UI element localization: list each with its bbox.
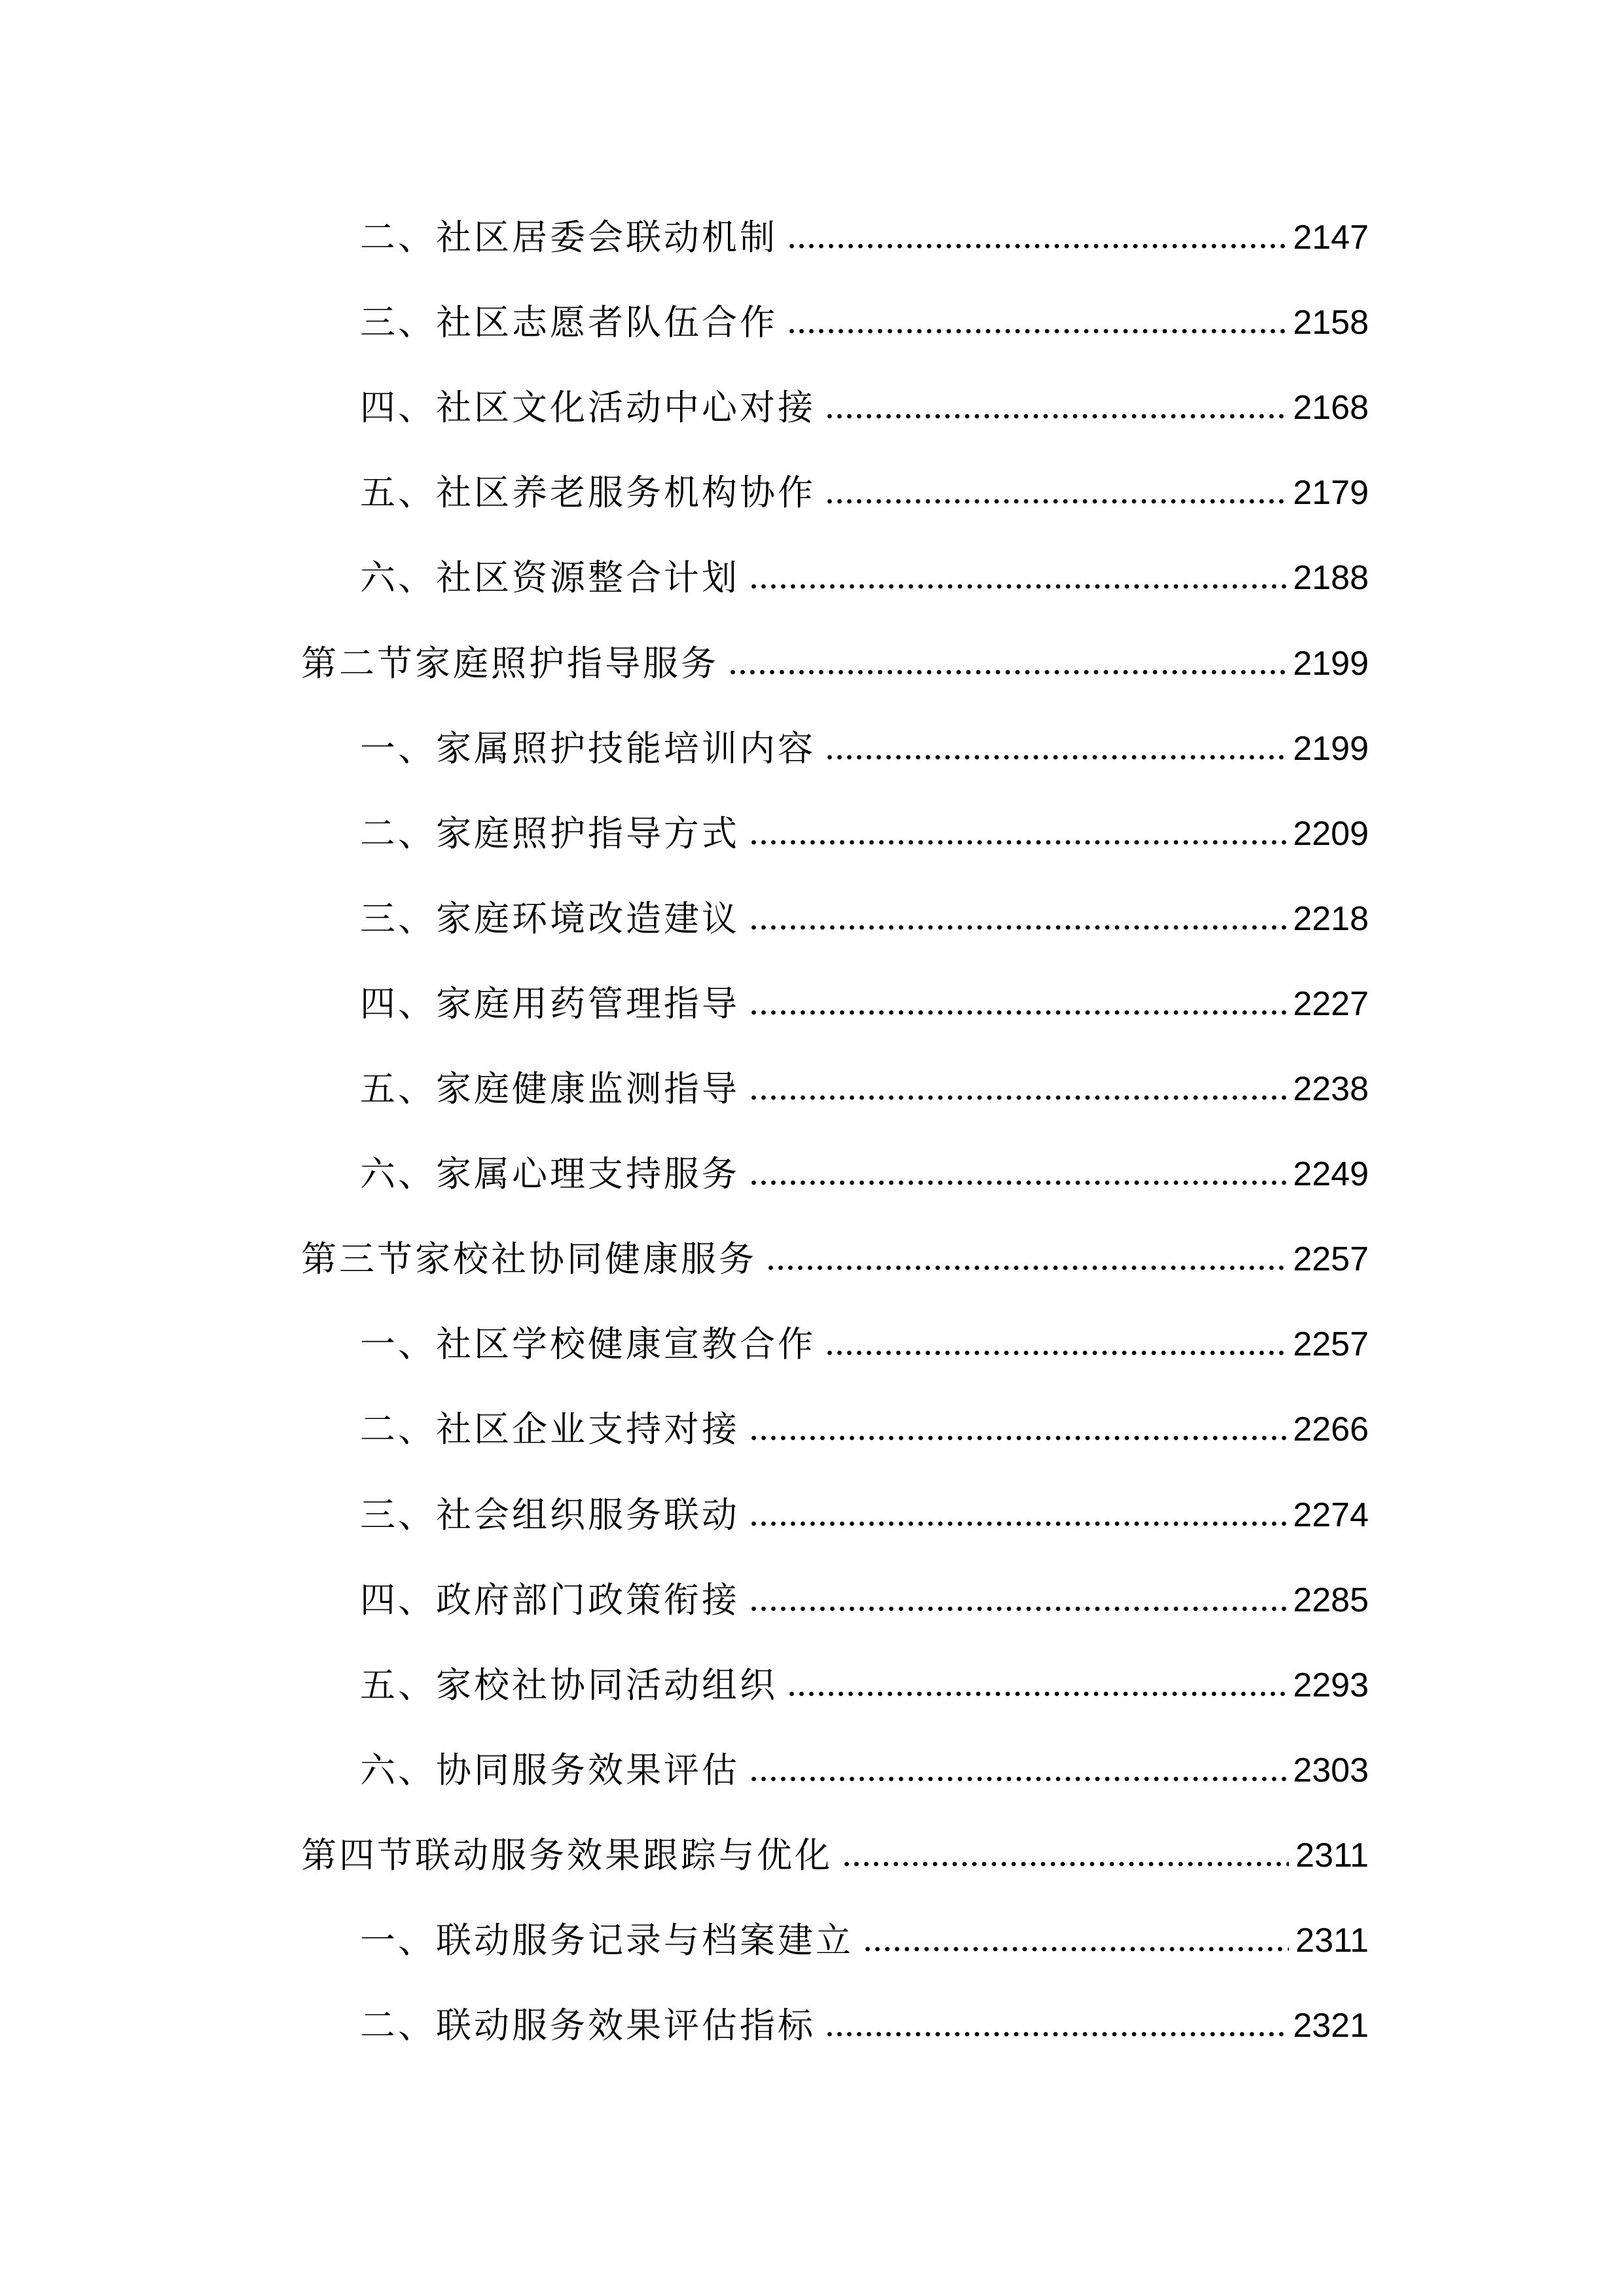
toc-page-number: 2147 [1293, 219, 1369, 257]
toc-dot-leader [863, 1946, 1289, 1952]
toc-subsection-entry[interactable] [360, 1063, 1369, 1115]
toc-subsection-entry[interactable] [360, 296, 1369, 349]
toc-dot-leader [749, 1605, 1286, 1612]
toc-entry-title: 第二节家庭照护指导服务 [301, 643, 719, 684]
toc-entry-title: 第四节联动服务效果跟踪与优化 [301, 1835, 833, 1876]
toc-page-number: 2168 [1293, 389, 1369, 427]
toc-page-number: 2199 [1293, 730, 1369, 768]
toc-page-number: 2274 [1293, 1496, 1369, 1534]
toc-entry-title: 二、联动服务效果评估指标 [360, 2005, 816, 2046]
toc-entry-title: 一、社区学校健康宣教合作 [360, 1323, 816, 1365]
toc-page-number: 2199 [1293, 645, 1369, 683]
toc-entry-title: 二、社区企业支持对接 [360, 1408, 740, 1450]
toc-subsection-entry[interactable] [360, 978, 1369, 1030]
toc-entry-title: 四、社区文化活动中心对接 [360, 387, 816, 428]
toc-dot-leader [728, 669, 1286, 675]
toc-entry-title: 一、家属照护技能培训内容 [360, 728, 816, 769]
toc-entry-title: 五、家庭健康监测指导 [360, 1068, 740, 1109]
toc-page-number: 2285 [1293, 1581, 1369, 1619]
toc-subsection-entry[interactable] [360, 1659, 1369, 1712]
toc-page-number: 2227 [1293, 985, 1369, 1023]
toc-page-number: 2293 [1293, 1666, 1369, 1704]
toc-dot-leader [825, 754, 1286, 761]
toc-dot-leader [825, 2031, 1286, 2037]
toc-entry-title: 五、家校社协同活动组织 [360, 1664, 778, 1706]
toc-subsection-entry[interactable] [360, 382, 1369, 434]
toc-dot-leader [766, 1265, 1286, 1271]
toc-entry-title: 二、家庭照护指导方式 [360, 813, 740, 854]
toc-subsection-entry[interactable] [360, 467, 1369, 519]
toc-entry-title: 四、政府部门政策衔接 [360, 1579, 740, 1621]
toc-page-number: 2257 [1293, 1240, 1369, 1278]
toc-page-number: 2179 [1293, 474, 1369, 512]
toc-entry-title: 三、社区志愿者队伍合作 [360, 302, 778, 343]
toc-entry-title: 三、社会组织服务联动 [360, 1494, 740, 1535]
toc-dot-leader [787, 1691, 1286, 1697]
toc-entry-title: 六、协同服务效果评估 [360, 1749, 740, 1791]
toc-page-number: 2266 [1293, 1410, 1369, 1448]
toc-entry-title: 五、社区养老服务机构协作 [360, 472, 816, 513]
toc-entry-title: 六、社区资源整合计划 [360, 557, 740, 598]
toc-page-number: 2321 [1293, 2007, 1369, 2045]
toc-subsection-entry[interactable] [360, 1489, 1369, 1541]
toc-page-number: 2238 [1293, 1070, 1369, 1108]
toc-subsection-entry[interactable] [360, 1403, 1369, 1456]
toc-entry-title: 二、社区居委会联动机制 [360, 217, 778, 258]
toc-dot-leader [842, 1861, 1289, 1867]
toc-dot-leader [749, 1776, 1286, 1782]
toc-subsection-entry[interactable] [360, 1914, 1369, 1967]
toc-page-number: 2257 [1293, 1325, 1369, 1363]
toc-subsection-entry[interactable] [360, 2000, 1369, 2052]
toc-page-number: 2311 [1295, 1837, 1369, 1874]
toc-dot-leader [749, 583, 1286, 590]
toc-dot-leader [825, 1350, 1286, 1356]
toc-page-number: 2218 [1293, 900, 1369, 938]
toc-dot-leader [787, 243, 1286, 249]
toc-subsection-entry[interactable] [360, 723, 1369, 775]
toc-dot-leader [749, 1094, 1286, 1101]
toc-page-number: 2209 [1293, 815, 1369, 853]
toc-page-number: 2158 [1293, 304, 1369, 342]
toc-entry-title: 一、联动服务记录与档案建立 [360, 1920, 854, 1961]
toc-entry-title: 三、家庭环境改造建议 [360, 898, 740, 939]
toc-entry-title: 第三节家校社协同健康服务 [301, 1238, 757, 1280]
toc-subsection-entry[interactable] [360, 552, 1369, 604]
toc-dot-leader [749, 1009, 1286, 1016]
toc-page-number: 2188 [1293, 559, 1369, 597]
toc-subsection-entry[interactable] [360, 1318, 1369, 1371]
toc-subsection-entry[interactable] [360, 808, 1369, 860]
toc-section-entry[interactable] [301, 1829, 1369, 1882]
toc-page-number: 2303 [1293, 1751, 1369, 1789]
toc-dot-leader [825, 498, 1286, 505]
toc-dot-leader [749, 1179, 1286, 1186]
toc-subsection-entry[interactable] [360, 1148, 1369, 1200]
toc-page-number: 2249 [1293, 1155, 1369, 1193]
toc-page-number: 2311 [1295, 1922, 1369, 1960]
toc-dot-leader [749, 839, 1286, 846]
toc-subsection-entry[interactable] [360, 1574, 1369, 1626]
toc-subsection-entry[interactable] [360, 211, 1369, 264]
toc-entry-title: 六、家属心理支持服务 [360, 1153, 740, 1194]
toc-dot-leader [787, 328, 1286, 334]
toc-dot-leader [749, 1520, 1286, 1527]
toc-section-entry[interactable] [301, 1233, 1369, 1285]
toc-dot-leader [749, 924, 1286, 931]
toc-subsection-entry[interactable] [360, 893, 1369, 945]
toc-dot-leader [749, 1435, 1286, 1441]
toc-section-entry[interactable] [301, 637, 1369, 690]
toc-dot-leader [825, 413, 1286, 420]
toc-subsection-entry[interactable] [360, 1744, 1369, 1797]
toc-entry-title: 四、家庭用药管理指导 [360, 983, 740, 1024]
